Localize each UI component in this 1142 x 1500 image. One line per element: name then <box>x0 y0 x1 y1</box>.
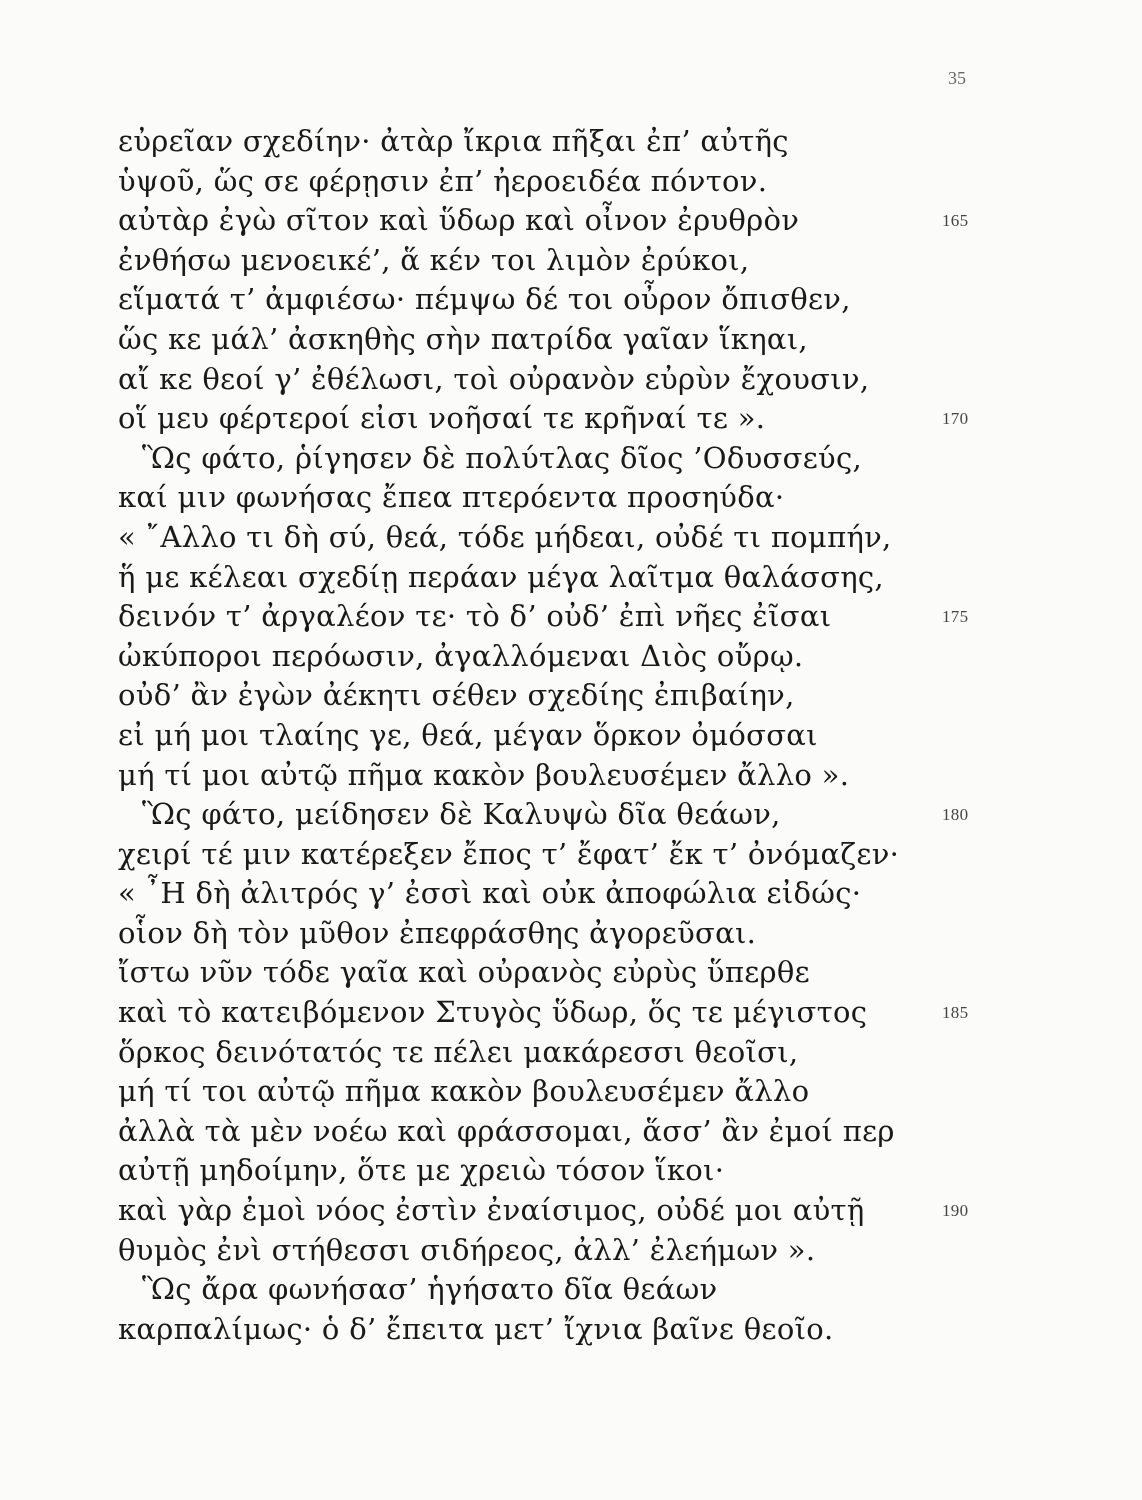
verse-line <box>0 320 1142 360</box>
verse-line <box>0 1072 1142 1112</box>
verse-text: Ὣς φάτο, μείδησεν δὲ Καλυψὼ δῖα θεάων, <box>142 797 781 832</box>
verse-line <box>0 201 1142 241</box>
verse-text: μή τί μοι αὐτῷ πῆμα κακὸν βουλευσέμεν ἄλλο ». <box>118 757 850 792</box>
verse-line <box>0 558 1142 598</box>
verse-line <box>0 953 1142 993</box>
verse-line <box>0 795 1142 835</box>
verse-text: ἥ με κέλεαι σχεδίῃ περάαν μέγα λαῖτμα θαλάσσης, <box>118 559 884 594</box>
verse-text: « ῏Η δὴ ἀλιτρός γ’ ἐσσὶ καὶ οὐκ ἀποφώλια εἰδώς· <box>118 876 862 911</box>
verse-text: Ὣς φάτο, ῥίγησεν δὲ πολύτλας δῖος ’Οδυσσεύς, <box>142 440 863 475</box>
verse-line <box>0 399 1142 439</box>
verse-line <box>0 1270 1142 1310</box>
verse-text: ὠκύποροι περόωσιν, ἀγαλλόμεναι Διὸς οὔρῳ. <box>118 638 804 673</box>
verse-text: εἵματά τ’ ἀμφιέσω· πέμψω δέ τοι οὖρον ὄπισθεν, <box>118 282 851 317</box>
verse-text: Ὣς ἄρα φωνήσασ’ ἡγήσατο δῖα θεάων <box>142 1272 718 1307</box>
verse-line <box>0 914 1142 954</box>
verse-text: αἴ κε θεοί γ’ ἐθέλωσι, τοὶ οὐρανὸν εὐρὺν ἔχουσιν, <box>118 361 870 396</box>
verse-text: εὐρεῖαν σχεδίην· ἀτὰρ ἴκρια πῆξαι ἐπ’ αὐτῆς <box>118 124 789 158</box>
verse-text: καὶ τὸ κατειβόμενον Στυγὸς ὕδωρ, ὅς τε μέγιστος <box>118 995 868 1030</box>
verse-line <box>0 874 1142 914</box>
verse-block <box>0 122 1142 1349</box>
verse-line <box>0 835 1142 875</box>
verse-text: « ῎Αλλο τι δὴ σύ, θεά, τόδε μήδεαι, οὐδέ τι πομπήν, <box>118 519 892 554</box>
verse-text: ὅρκος δεινότατός τε πέλει μακάρεσσι θεοῖσι, <box>118 1034 799 1069</box>
line-number: 175 <box>942 607 969 627</box>
line-number: 170 <box>942 409 969 429</box>
verse-line <box>0 518 1142 558</box>
verse-text: ὥς κε μάλ’ ἀσκηθὴς σὴν πατρίδα γαῖαν ἵκηαι, <box>118 321 808 356</box>
verse-text: καὶ γὰρ ἐμοὶ νόος ἐστὶν ἐναίσιμος, οὐδέ μοι αὐτῇ <box>118 1193 865 1228</box>
verse-text: οἵ μευ φέρτεροί εἰσι νοῆσαί τε κρῆναί τε ». <box>118 401 766 436</box>
line-number: 165 <box>942 211 969 231</box>
verse-line <box>0 439 1142 479</box>
line-number: 180 <box>942 805 969 825</box>
verse-text: καί μιν φωνήσας ἔπεα πτερόεντα προσηύδα· <box>118 480 785 515</box>
verse-text: αὐτῇ μηδοίμην, ὅτε με χρειὼ τόσον ἵκοι· <box>118 1153 725 1188</box>
verse-text: μή τί τοι αὐτῷ πῆμα κακὸν βουλευσέμεν ἄλλο <box>118 1074 810 1109</box>
verse-line <box>0 597 1142 637</box>
verse-text: οὐδ’ ἂν ἐγὼν ἀέκητι σέθεν σχεδίης ἐπιβαίην, <box>118 678 795 713</box>
verse-text: δεινόν τ’ ἀργαλέον τε· τὸ δ’ οὐδ’ ἐπὶ νῆες ἐῖσαι <box>118 599 832 634</box>
verse-line <box>0 360 1142 400</box>
verse-line <box>0 122 1142 162</box>
verse-text: ἐνθήσω μενοεικέ’, ἅ κέν τοι λιμὸν ἐρύκοι, <box>118 242 750 277</box>
verse-line <box>0 1033 1142 1073</box>
verse-line <box>0 1112 1142 1152</box>
verse-text: ἴστω νῦν τόδε γαῖα καὶ οὐρανὸς εὐρὺς ὕπερθε <box>118 955 810 990</box>
verse-line <box>0 478 1142 518</box>
verse-text: ἀλλὰ τὰ μὲν νοέω καὶ φράσσομαι, ἅσσ’ ἂν ἐμοί περ <box>118 1113 895 1148</box>
verse-text: αὐτὰρ ἐγὼ σῖτον καὶ ὕδωρ καὶ οἶνον ἐρυθρὸν <box>118 203 800 238</box>
verse-line <box>0 280 1142 320</box>
verse-line <box>0 993 1142 1033</box>
verse-line <box>0 676 1142 716</box>
verse-text: θυμὸς ἐνὶ στήθεσσι σιδήρεος, ἀλλ’ ἐλεήμων ». <box>118 1232 816 1267</box>
verse-text: οἷον δὴ τὸν μῦθον ἐπεφράσθης ἀγορεῦσαι. <box>118 915 757 950</box>
verse-text: καρπαλίμως· ὁ δ’ ἔπειτα μετ’ ἴχνια βαῖνε θεοῖο. <box>118 1311 834 1346</box>
page-number: 35 <box>948 68 966 88</box>
verse-line <box>0 756 1142 796</box>
line-number: 185 <box>942 1003 969 1023</box>
verse-line <box>0 1151 1142 1191</box>
verse-text: ὑψοῦ, ὥς σε φέρῃσιν ἐπ’ ἠεροειδέα πόντον. <box>118 163 768 198</box>
verse-text: εἰ μή μοι τλαίης γε, θεά, μέγαν ὅρκον ὀμόσσαι <box>118 717 818 752</box>
verse-line <box>0 1231 1142 1271</box>
verse-line <box>0 241 1142 281</box>
verse-line <box>0 162 1142 202</box>
line-number: 190 <box>942 1201 969 1221</box>
verse-line <box>0 1191 1142 1231</box>
verse-line <box>0 716 1142 756</box>
verse-line <box>0 1310 1142 1350</box>
verse-line <box>0 637 1142 677</box>
verse-text: χειρί τέ μιν κατέρεξεν ἔπος τ’ ἔφατ’ ἔκ τ’ ὀνόμαζεν· <box>118 836 900 871</box>
